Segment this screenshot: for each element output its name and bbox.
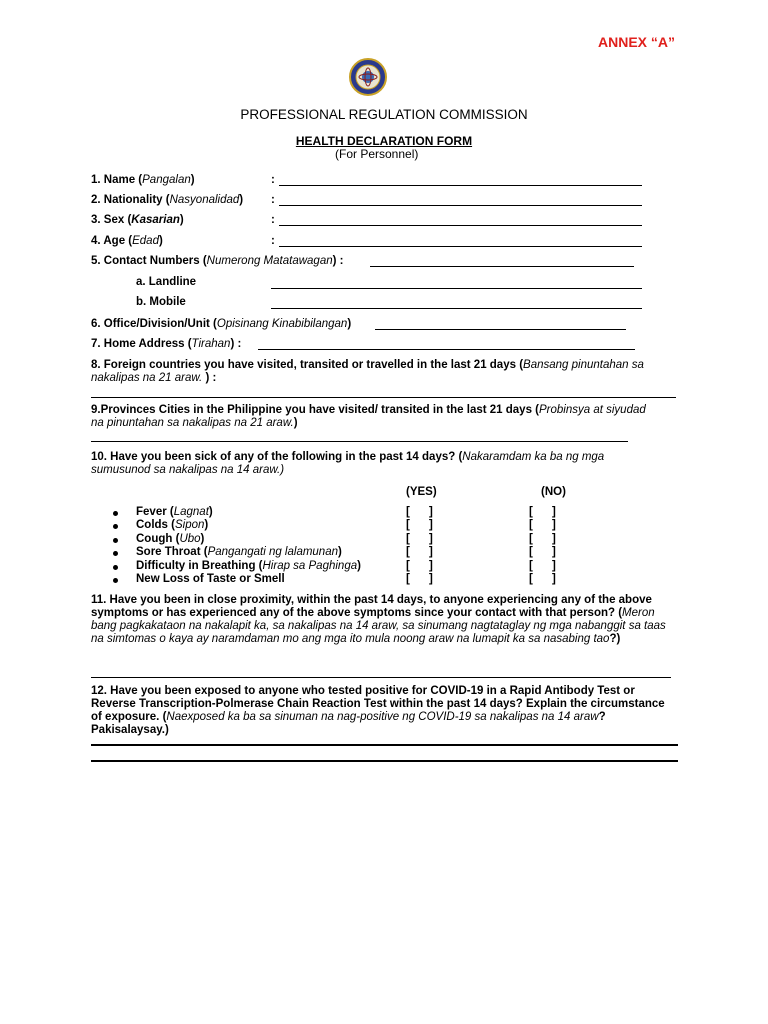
sex-label: 3. Sex (Kasarian)	[91, 214, 184, 226]
symptom-label: New Loss of Taste or Smell	[136, 573, 285, 585]
no-checkbox[interactable]: [ ]	[529, 560, 556, 572]
name-label: 1. Name (Pangalan)	[91, 174, 195, 186]
yes-checkbox[interactable]: [ ]	[406, 573, 433, 585]
q12-answer-line-1[interactable]	[91, 744, 678, 746]
q11-text: 11. Have you been in close proximity, within the past 14 days, to anyone experiencing any of the above symptoms or has experienced any of the above symptoms since your contact with that person? (Meron bang pagkakataon na nakalapit ka, sa nakalipas na 14 araw, sa sinumang nagtataglay ng mga nabanggit sa taas na simtomas o kaya ay naramdaman mo ang mga ito mula noong araw na lumapit ka sa nasabing tao?)	[91, 594, 666, 645]
symptom-label: Colds (Sipon)	[136, 519, 209, 531]
symptom-label: Difficulty in Breathing (Hirap sa Paghinga)	[136, 560, 361, 572]
contact-label: 5. Contact Numbers (Numerong Matatawagan) :	[91, 255, 344, 267]
age-field[interactable]	[279, 246, 642, 247]
yes-checkbox[interactable]: [ ]	[406, 533, 433, 545]
sex-colon: :	[271, 214, 275, 226]
name-colon: :	[271, 174, 275, 186]
home-label: 7. Home Address (Tirahan) :	[91, 338, 242, 350]
yes-checkbox[interactable]: [ ]	[406, 546, 433, 558]
home-field[interactable]	[258, 349, 635, 350]
bullet-icon	[113, 538, 118, 543]
nationality-colon: :	[271, 194, 275, 206]
mobile-label: b. Mobile	[136, 296, 186, 308]
no-checkbox[interactable]: [ ]	[529, 519, 556, 531]
bullet-icon	[113, 578, 118, 583]
yes-checkbox[interactable]: [ ]	[406, 506, 433, 518]
bullet-icon	[113, 524, 118, 529]
symptom-label: Sore Throat (Pangangati ng lalamunan)	[136, 546, 342, 558]
bullet-icon	[113, 565, 118, 570]
office-label: 6. Office/Division/Unit (Opisinang Kinabibilangan)	[91, 318, 352, 330]
q8-answer-line[interactable]	[91, 397, 676, 398]
q11-answer-line[interactable]	[91, 677, 671, 678]
no-checkbox[interactable]: [ ]	[529, 546, 556, 558]
form-title: HEALTH DECLARATION FORM	[295, 134, 473, 148]
q12-text: 12. Have you been exposed to anyone who tested positive for COVID-19 in a Rapid Antibody Test or Reverse Transcription-Polmerase Chain Reaction Test within the past 14 days? Explain the circumstance of exposure. (Naexposed ka ba sa sinuman na nag-positive ng COVID-19 sa nakalipas na 14 araw? Pakisalaysay.)	[91, 685, 665, 736]
symptom-label: Fever (Lagnat)	[136, 506, 213, 518]
q9-answer-line[interactable]	[91, 441, 628, 442]
mobile-field[interactable]	[271, 308, 642, 309]
name-field[interactable]	[279, 185, 642, 186]
agency-name: PROFESSIONAL REGULATION COMMISSION	[240, 107, 528, 122]
contact-field[interactable]	[370, 266, 634, 267]
no-checkbox[interactable]: [ ]	[529, 533, 556, 545]
office-field[interactable]	[375, 329, 626, 330]
sex-field[interactable]	[279, 225, 642, 226]
form-subtitle: (For Personnel)	[335, 147, 419, 161]
bullet-icon	[113, 511, 118, 516]
landline-field[interactable]	[271, 288, 642, 289]
no-checkbox[interactable]: [ ]	[529, 506, 556, 518]
nationality-field[interactable]	[279, 205, 642, 206]
annex-label: ANNEX “A”	[598, 34, 676, 50]
q10-text: 10. Have you been sick of any of the following in the past 14 days? (Nakaramdam ka ba ng mga sumusunod sa nakalipas na 14 araw.)	[91, 451, 605, 476]
q9-text: 9.Provinces Cities in the Philippine you have visited/ transited in the last 21 days (Probinsya at siyudad na pinuntahan sa nakalipas na 21 araw.)	[91, 404, 646, 429]
no-header: (NO)	[541, 486, 566, 498]
q8-text: 8. Foreign countries you have visited, transited or travelled in the last 21 days (Bansang pinuntahan sa nakalipas na 21 araw. ) :	[91, 359, 644, 384]
yes-header: (YES)	[406, 486, 437, 498]
nationality-label: 2. Nationality (Nasyonalidad)	[91, 194, 244, 206]
yes-checkbox[interactable]: [ ]	[406, 519, 433, 531]
no-checkbox[interactable]: [ ]	[529, 573, 556, 585]
bullet-icon	[113, 551, 118, 556]
age-colon: :	[271, 235, 275, 247]
landline-label: a. Landline	[136, 276, 197, 288]
age-label: 4. Age (Edad)	[91, 235, 163, 247]
symptom-label: Cough (Ubo)	[136, 533, 205, 545]
yes-checkbox[interactable]: [ ]	[406, 560, 433, 572]
q12-answer-line-2[interactable]	[91, 760, 678, 762]
prc-seal-icon	[345, 58, 391, 96]
